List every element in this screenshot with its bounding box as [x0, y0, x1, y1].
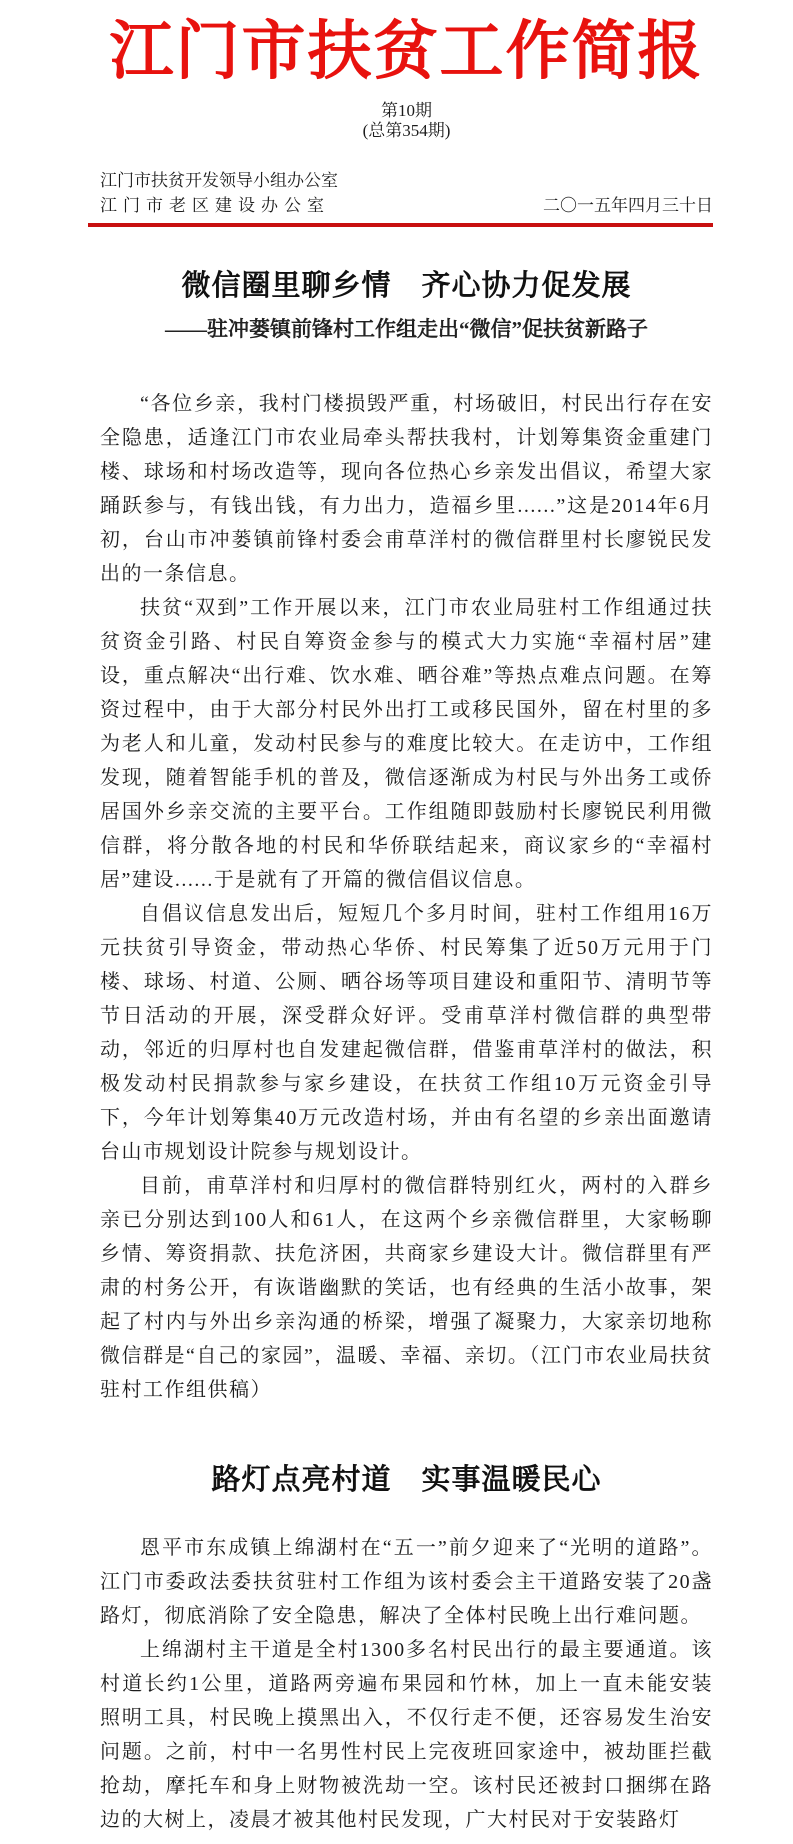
- publish-date: 二〇一五年四月三十日: [543, 196, 713, 215]
- publisher-block: [100, 168, 713, 218]
- publisher-line-1: 江门市扶贫开发领导小组办公室: [100, 171, 338, 190]
- article-2-paragraph: 上绵湖村主干道是全村1300多名村民出行的最主要通道。该村道长约1公里，道路两旁遍布果园和竹林，加上一直未能安装照明工具，村民晚上摸黑出入，不仅行走不便，还容易发生治安问题。之前，村中一名男性村民上完夜班回家途中，被劫匪拦截抢劫，摩托车和身上财物被洗劫一空。该村民还被封口捆绑在路边的大树上，凌晨才被其他村民发现，广大村民对于安装路灯: [100, 1639, 713, 1831]
- masthead-title: 江门市扶贫工作简报: [109, 16, 704, 87]
- issue-total-number: (总第354期): [362, 121, 451, 140]
- issue-number: 第10期: [381, 101, 432, 120]
- header-rule: [88, 223, 713, 227]
- issue-block: [100, 101, 713, 141]
- publisher-line-2: 江门市老区建设办公室: [100, 196, 324, 215]
- article-1-paragraph: “各位乡亲，我村门楼损毁严重，村场破旧，村民出行存在安全隐患，适逢江门市农业局牵头帮扶我村，计划筹集资金重建门楼、球场和村场改造等，现向各位热心乡亲发出倡议，希望大家踊跃参与，有钱出钱，有力出力，造福乡里......”这是2014年6月初，台山市冲蒌镇前锋村委会甫草洋村的微信群里村长廖锐民发出的一条信息。: [100, 393, 713, 585]
- article-1-paragraph: 扶贫“双到”工作开展以来，江门市农业局驻村工作组通过扶贫资金引路、村民自筹资金参与的模式大力实施“幸福村居”建设，重点解决“出行难、饮水难、晒谷难”等热点难点问题。在筹资过程中，由于大部分村民外出打工或移民国外，留在村里的多为老人和儿童，发动村民参与的难度比较大。在走访中，工作组发现，随着智能手机的普及，微信逐渐成为村民与外出务工或侨居国外乡亲交流的主要平台。工作组随即鼓励村长廖锐民利用微信群，将分散各地的村民和华侨联结起来，商议家乡的“幸福村居”建设......于是就有了开篇的微信倡议信息。: [100, 597, 713, 891]
- article-1-paragraph: 自倡议信息发出后，短短几个多月时间，驻村工作组用16万元扶贫引导资金，带动热心华侨、村民筹集了近50万元用于门楼、球场、村道、公厕、晒谷场等项目建设和重阳节、清明节等节日活动的开展，深受群众好评。受甫草洋村微信群的典型带动，邻近的归厚村也自发建起微信群，借鉴甫草洋村的做法，积极发动村民捐款参与家乡建设，在扶贫工作组10万元资金引导下，今年计划筹集40万元改造村场，并由有名望的乡亲出面邀请台山市规划设计院参与规划设计。: [100, 903, 713, 1163]
- publisher-orgs: [100, 168, 338, 218]
- article-2-body: [100, 1531, 713, 1837]
- article-1-body: [100, 387, 713, 1407]
- article-1-subtitle: ——驻冲蒌镇前锋村工作组走出“微信”促扶贫新路子: [165, 317, 648, 341]
- article-2-paragraph: 恩平市东成镇上绵湖村在“五一”前夕迎来了“光明的道路”。江门市委政法委扶贫驻村工作组为该村委会主干道路安装了20盏路灯，彻底消除了安全隐患，解决了全体村民晚上出行难问题。: [100, 1537, 713, 1627]
- article-2-title: 路灯点亮村道 实事温暖民心: [211, 1464, 602, 1496]
- article-1-title: 微信圈里聊乡情 齐心协力促发展: [181, 270, 632, 302]
- article-1-paragraph: 目前，甫草洋村和归厚村的微信群特别红火，两村的入群乡亲已分别达到100人和61人，在这两个乡亲微信群里，大家畅聊乡情、筹资捐款、扶危济困，共商家乡建设大计。微信群里有严肃的村务公开，有诙谐幽默的笑话，也有经典的生活小故事，架起了村内与外出乡亲沟通的桥梁，增强了凝聚力，大家亲切地称微信群是“自己的家园”，温暖、幸福、亲切。（江门市农业局扶贫驻村工作组供稿）: [100, 1175, 713, 1401]
